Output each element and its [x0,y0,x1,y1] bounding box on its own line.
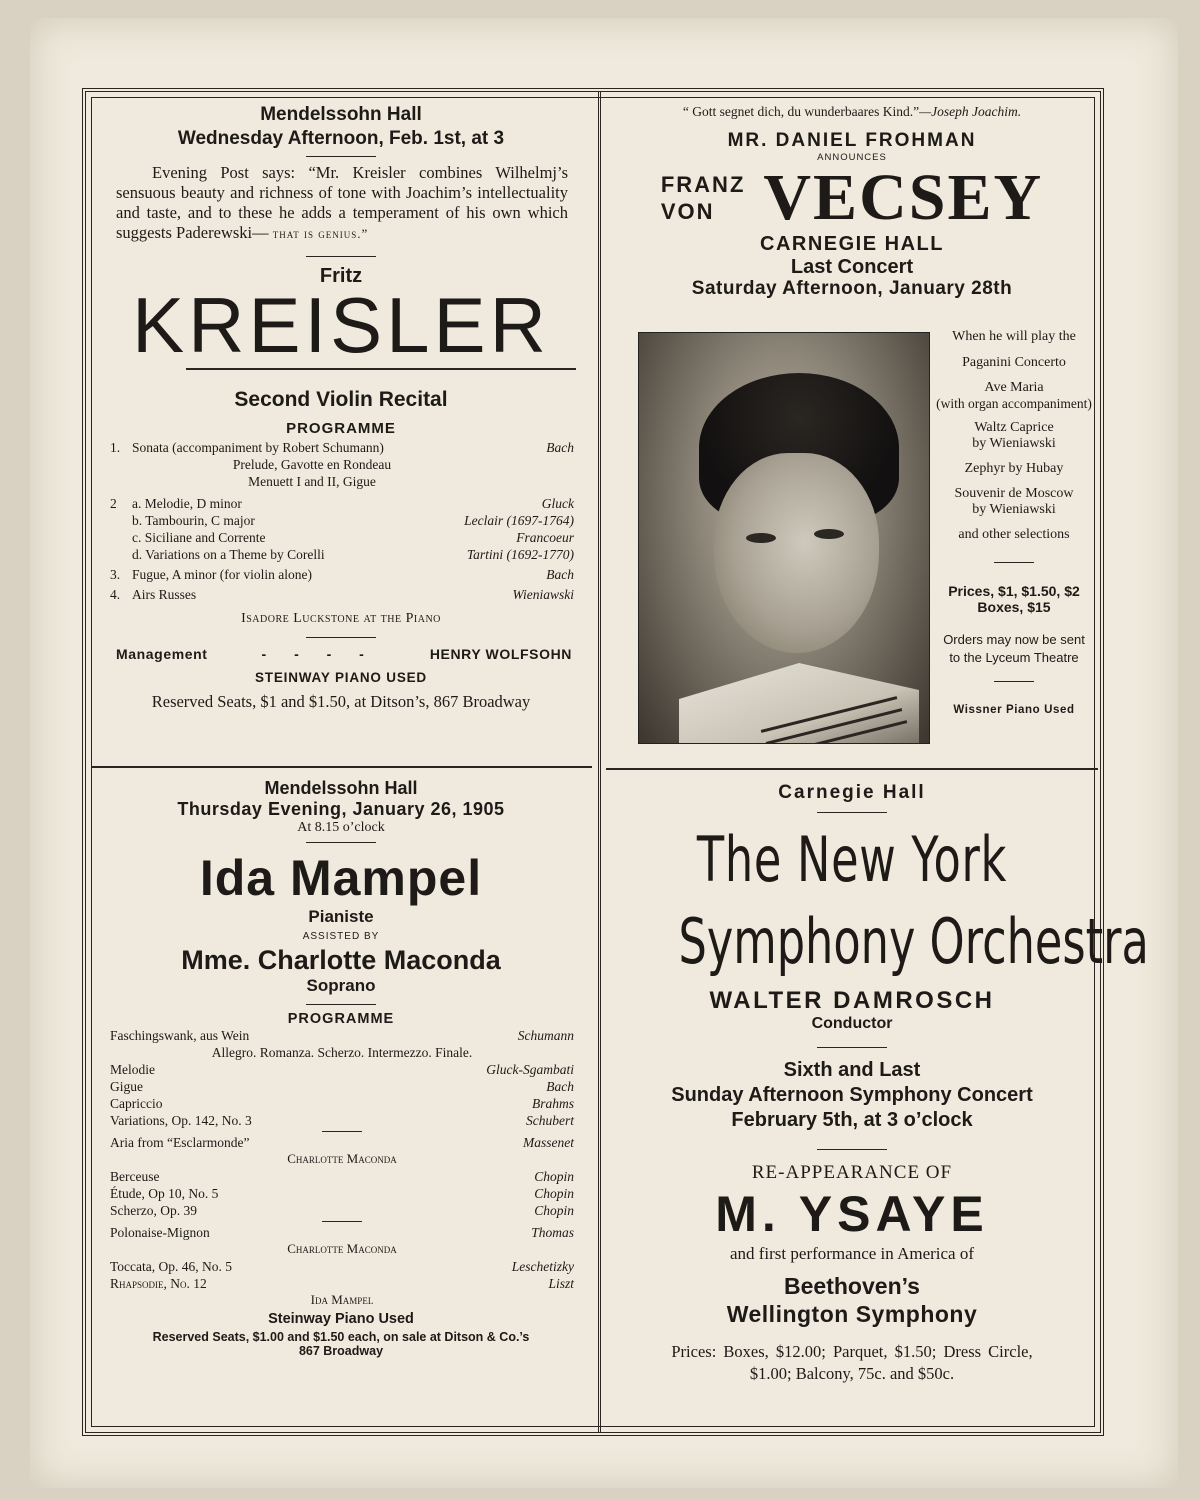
item-title: Rhapsodie, No. 12 [110,1276,207,1291]
quote-text: “ Gott segnet dich, du wunderbaares Kind.” [682,104,920,119]
programme-item [110,1044,574,1061]
mampel-panel [96,778,586,1358]
management-name: HENRY WOLFSOHN [429,646,572,662]
programme-item [110,1168,574,1185]
item-composer: Leclair (1697-1764) [464,513,574,528]
item-title: Airs Russes [132,587,197,602]
program-piece-note: (with organ accompaniment) [936,396,1092,411]
item-title: Faschingswank, aus Wein [110,1028,250,1043]
mampel-name: Ida Mampel [199,850,483,906]
vecsey-last-name: VECSEY [763,161,1044,234]
rule [817,812,887,813]
symphony-concert-1: Sixth and Last [783,1059,921,1081]
mampel-singer-credit: Charlotte Maconda [287,1151,397,1166]
symphony-concert-3: February 5th, at 3 o’clock [731,1109,973,1131]
mampel-programme-label: PROGRAMME [287,1011,395,1027]
item-composer: Gluck-Sgambati [486,1062,574,1077]
item-title: Toccata, Op. 46, No. 5 [110,1259,233,1274]
kreisler-review-quote [96,163,586,244]
programme-item [110,512,574,529]
programme-item [110,546,574,563]
quote-end: that is genius.” [272,226,369,241]
item-title: Aria from “Esclarmonde” [110,1135,250,1150]
vecsey-panel [611,104,1093,300]
rule [322,1131,362,1132]
item-title: Scherzo, Op. 39 [110,1203,197,1218]
rule [306,1004,376,1005]
item-title: Prelude, Gavotte en Rondeau [232,457,392,472]
item-number: 4. [110,587,121,602]
quote-text: Evening Post says: “Mr. Kreisler combines Wilhelmj’s sensuous beauty and richness of tone with Joachim’s intellectuality and taste, and to these he adds a temperament of his own which suggests Paderewski— [116,163,568,242]
kreisler-first-name: Fritz [319,265,363,287]
item-composer: Wieniawski [512,587,574,602]
vecsey-orders-1: Orders may now be sent [943,632,1085,647]
rule [306,842,376,843]
item-composer: Schubert [526,1113,574,1128]
mampel-date: Thursday Evening, January 26, 1905 [177,799,505,819]
programme-item [110,1061,574,1078]
symphony-concert-2: Sunday Afternoon Symphony Concert [671,1084,1033,1106]
kreisler-programme-list [96,437,586,603]
symphony-title-1: The New York [696,823,1008,896]
programme-item [110,1258,574,1275]
mampel-assistant: Mme. Charlotte Maconda [181,945,501,975]
item-title: Berceuse [110,1169,160,1184]
item-title: Fugue, A minor (for violin alone) [132,567,312,582]
item-composer: Thomas [531,1225,574,1240]
management-label: Management [116,646,208,662]
photo-eye [814,529,844,539]
vecsey-announces: ANNOUNCES [817,152,887,163]
item-composer: Bach [546,1079,574,1094]
programme-item [110,1078,574,1095]
item-composer: Bach [546,567,574,582]
rule [817,1149,887,1150]
symphony-panel [611,782,1149,1384]
rule [322,1221,362,1222]
program-piece: Souvenir de Moscow [954,486,1074,501]
program-intro: When he will play the [952,329,1076,344]
item-title: a. Melodie, D minor [132,496,242,511]
item-composer: Chopin [534,1186,574,1201]
programme-item [110,1185,574,1202]
item-composer: Bach [546,440,574,455]
vecsey-date: Saturday Afternoon, January 28th [691,278,1013,299]
mampel-seats: Reserved Seats, $1.00 and $1.50 each, on sale at Ditson & Co.’s [152,1330,530,1344]
item-title: d. Variations on a Theme by Corelli [132,547,325,562]
kreisler-management [96,644,586,662]
photo-eye [746,533,776,543]
programme-item [110,586,574,603]
item-composer: Massenet [523,1135,574,1150]
symphony-venue: Carnegie Hall [778,782,926,803]
item-title: Sonata (accompaniment by Robert Schumann) [132,440,384,455]
programme-item [110,1134,574,1151]
item-composer: Liszt [548,1276,574,1291]
programme-item [110,566,574,583]
item-composer: Francoeur [516,530,574,545]
symphony-reappearance: RE-APPEARANCE OF [751,1162,953,1183]
first-name-2: VON [660,199,715,224]
item-title: Allegro. Romanza. Scherzo. Intermezzo. Finale. [211,1045,473,1060]
item-composer: Chopin [534,1169,574,1184]
rule [817,1047,887,1048]
rule [994,562,1034,563]
programme-item [110,1202,574,1219]
mampel-pianist-credit: Ida Mampel [310,1292,374,1307]
programme-item [110,1112,574,1129]
item-composer: Schumann [517,1028,574,1043]
rule [306,637,376,638]
rule [994,681,1034,682]
mampel-seats-address: 867 Broadway [298,1344,384,1358]
item-title: Menuett I and II, Gigue [248,474,376,489]
item-composer: Brahms [531,1096,574,1111]
symphony-first-perf: and first performance in America of [729,1244,975,1263]
vecsey-boxes: Boxes, $15 [977,599,1051,615]
mampel-singer-credit: Charlotte Maconda [287,1241,397,1256]
vecsey-name-block [611,161,1093,234]
programme-item [110,456,574,473]
management-dashes: - - - - [261,646,376,662]
programme-item [110,1224,574,1241]
mampel-role: Pianiste [308,907,374,926]
left-section-rule [92,766,592,768]
symphony-soloist: M. YSAYE [715,1186,989,1242]
item-title: b. Tambourin, C major [132,513,255,528]
kreisler-last-name: KREISLER [132,281,550,369]
item-title: Gigue [110,1079,143,1094]
item-title: Polonaise-Mignon [110,1225,210,1240]
symphony-work-1: Beethoven’s [784,1273,920,1299]
vecsey-presenter: MR. DANIEL FROHMAN [727,130,977,151]
rule [306,156,376,157]
kreisler-piano: STEINWAY PIANO USED [255,670,427,685]
programme-item [110,1027,574,1044]
program-piece: Waltz Caprice [974,420,1054,435]
item-title: Capriccio [110,1096,163,1111]
programme-item [110,439,574,456]
kreisler-seats: Reserved Seats, $1 and $1.50, at Ditson’s, 867 Broadway [151,692,531,711]
item-number: 2 [110,496,117,511]
symphony-title-2: Symphony Orchestra [678,905,1149,978]
vecsey-prices: Prices, $1, $1.50, $2 [948,583,1080,599]
first-name-1: FRANZ [660,172,746,197]
programme-item [110,529,574,546]
photo-face [714,453,879,653]
symphony-conductor: WALTER DAMROSCH [709,987,995,1014]
vecsey-quote [611,104,1093,120]
vecsey-venue: CARNEGIE HALL [760,233,944,255]
item-composer: Leschetizky [511,1259,574,1274]
item-number: 1. [110,440,121,455]
column-divider [598,92,601,1432]
program-piece: Ave Maria [984,380,1044,395]
vecsey-orders-2: to the Lyceum Theatre [949,650,1079,665]
kreisler-subtitle: Second Violin Recital [234,388,448,411]
mampel-piano: Steinway Piano Used [268,1311,414,1327]
mampel-assistant-role: Soprano [306,976,376,995]
right-section-rule [606,768,1098,770]
rule [306,256,376,257]
mampel-time: At 8.15 o’clock [297,820,385,835]
symphony-work-2: Wellington Symphony [726,1301,978,1327]
item-title: Variations, Op. 142, No. 3 [110,1113,252,1128]
symphony-conductor-role: Conductor [811,1015,893,1032]
item-composer: Tartini (1692-1770) [466,547,574,562]
program-piece-composer: by Wieniawski [972,436,1056,451]
program-piece: Zephyr by Hubay [964,461,1064,476]
program-piece: Paganini Concerto [962,355,1066,370]
vecsey-piano: Wissner Piano Used [953,704,1075,716]
program-piece: and other selections [958,527,1070,542]
vecsey-last-concert: Last Concert [790,256,914,278]
kreisler-pianist: Isadore Luckstone at the Piano [241,611,441,626]
item-title: Melodie [110,1062,155,1077]
mampel-programme-list [96,1027,586,1307]
programme-item [110,1095,574,1112]
item-composer: Chopin [534,1203,574,1218]
kreisler-venue: Mendelssohn Hall [260,104,422,125]
vecsey-portrait-photo [638,332,930,744]
item-title: Étude, Op 10, No. 5 [110,1186,219,1201]
mampel-venue: Mendelssohn Hall [264,778,418,798]
mampel-assisted: ASSISTED BY [302,931,380,942]
photo-collar [679,663,919,744]
item-composer: Gluck [541,496,574,511]
programme-item [110,495,574,512]
quote-author: —Joseph Joachim. [919,104,1022,119]
vecsey-first-names [661,171,746,225]
symphony-prices-1: Prices: Boxes, $12.00; Parquet, $1.50; Dress Circle, [671,1342,1033,1361]
advertisement-frame [82,88,1149,1436]
programme-item [110,1275,574,1292]
program-piece-composer: by Wieniawski [972,502,1056,517]
kreisler-date: Wednesday Afternoon, Feb. 1st, at 3 [177,128,505,149]
kreisler-panel [96,104,586,712]
programme-item [110,473,574,490]
item-title: c. Siciliane and Corrente [132,530,266,545]
vecsey-program-column [932,328,1096,716]
kreisler-programme-label: PROGRAMME [286,420,396,437]
symphony-prices-2: $1.00; Balcony, 75c. and $50c. [749,1364,955,1383]
item-number: 3. [110,567,121,582]
